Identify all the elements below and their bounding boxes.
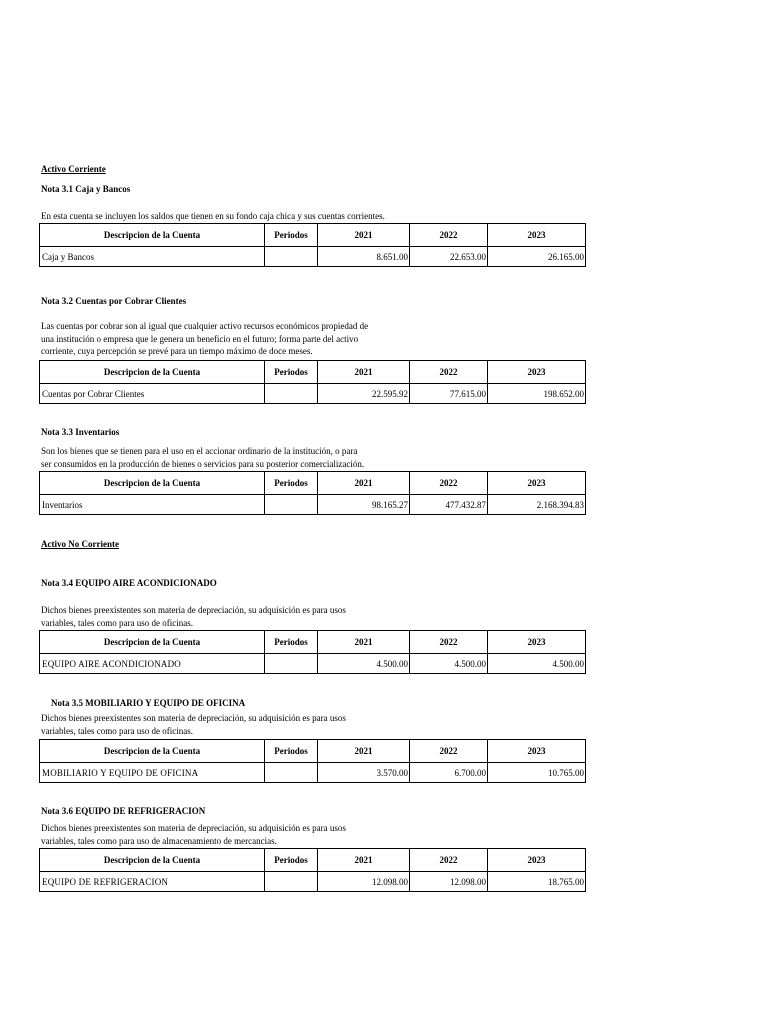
account-name: Caja y Bancos xyxy=(40,247,265,267)
header-periodos: Periodos xyxy=(265,631,318,654)
account-name: Cuentas por Cobrar Clientes xyxy=(40,384,265,404)
header-2021: 2021 xyxy=(318,472,410,495)
header-2023: 2023 xyxy=(488,740,586,763)
header-2022: 2022 xyxy=(410,849,488,872)
note-3-6-text-line: variables, tales como para uso de almacenamiento de mercancias. xyxy=(41,835,277,846)
note-3-4-text-line: variables, tales como para uso de oficinas. xyxy=(41,617,193,628)
header-descripcion: Descripcion de la Cuenta xyxy=(40,472,265,495)
section-heading-activo-no-corriente: Activo No Corriente xyxy=(41,539,119,549)
value-2022: 477.432.87 xyxy=(410,495,488,515)
note-3-5-text xyxy=(41,712,346,737)
table-row xyxy=(40,654,586,674)
note-3-2-text-line: una institución o empresa que le genera un beneficio en el futuro; forma parte del activo xyxy=(41,333,359,344)
header-periodos: Periodos xyxy=(265,361,318,384)
note-3-3-title: Nota 3.3 Inventarios xyxy=(41,427,120,437)
table-header-row xyxy=(40,631,586,654)
header-2022: 2022 xyxy=(410,740,488,763)
note-3-5-text-line: Dichos bienes preexistentes son materia de depreciación, su adquisición es para usos xyxy=(41,713,346,723)
value-2023: 26.165.00 xyxy=(488,247,586,267)
table-row xyxy=(40,872,586,892)
note-3-6-title: Nota 3.6 EQUIPO DE REFRIGERACION xyxy=(41,806,206,816)
account-periodo xyxy=(265,872,318,892)
header-2022: 2022 xyxy=(410,631,488,654)
note-3-5-title: Nota 3.5 MOBILIARIO Y EQUIPO DE OFICINA xyxy=(51,698,246,708)
note-3-3-text-line: ser consumidos en la producción de bienes o servicios para su posterior comercialización. xyxy=(41,458,365,469)
table-row xyxy=(40,384,586,404)
note-3-2-table xyxy=(39,360,586,404)
header-2023: 2023 xyxy=(488,224,586,247)
note-3-3-text-line: Son los bienes que se tienen para el uso en el accionar ordinario de la institución, o para xyxy=(41,446,358,456)
header-descripcion: Descripcion de la Cuenta xyxy=(40,224,265,247)
header-2023: 2023 xyxy=(488,849,586,872)
account-periodo xyxy=(265,384,318,404)
header-2021: 2021 xyxy=(318,740,410,763)
table-row xyxy=(40,495,586,515)
note-3-5-table xyxy=(39,739,586,783)
value-2023: 10.765.00 xyxy=(488,763,586,783)
value-2022: 6.700.00 xyxy=(410,763,488,783)
account-name: EQUIPO AIRE ACONDICIONADO xyxy=(40,654,265,674)
header-2021: 2021 xyxy=(318,224,410,247)
value-2021: 8.651.00 xyxy=(318,247,410,267)
note-3-4-text-line: Dichos bienes preexistentes son materia de depreciación, su adquisición es para usos xyxy=(41,605,346,615)
table-header-row xyxy=(40,361,586,384)
header-periodos: Periodos xyxy=(265,472,318,495)
header-2021: 2021 xyxy=(318,631,410,654)
note-3-6-table xyxy=(39,848,586,892)
value-2022: 4.500.00 xyxy=(410,654,488,674)
header-2021: 2021 xyxy=(318,849,410,872)
note-3-1-title: Nota 3.1 Caja y Bancos xyxy=(41,184,131,194)
value-2021: 4.500.00 xyxy=(318,654,410,674)
header-2022: 2022 xyxy=(410,472,488,495)
header-descripcion: Descripcion de la Cuenta xyxy=(40,740,265,763)
account-name: EQUIPO DE REFRIGERACION xyxy=(40,872,265,892)
note-3-1-text xyxy=(41,210,385,223)
value-2023: 2.168.394.83 xyxy=(488,495,586,515)
table-row xyxy=(40,763,586,783)
account-periodo xyxy=(265,763,318,783)
header-periodos: Periodos xyxy=(265,849,318,872)
header-descripcion: Descripcion de la Cuenta xyxy=(40,849,265,872)
note-3-4-table xyxy=(39,630,586,674)
value-2021: 98.165.27 xyxy=(318,495,410,515)
header-2023: 2023 xyxy=(488,472,586,495)
header-periodos: Periodos xyxy=(265,740,318,763)
header-2022: 2022 xyxy=(410,224,488,247)
note-3-2-text-line: corriente, cuya percepción se prevé para un tiempo máximo de doce meses. xyxy=(41,346,313,356)
account-name: MOBILIARIO Y EQUIPO DE OFICINA xyxy=(40,763,265,783)
value-2022: 12.098.00 xyxy=(410,872,488,892)
note-3-2-text xyxy=(41,320,368,358)
note-3-6-text xyxy=(41,822,346,847)
note-3-5-text-line: variables, tales como para uso de oficinas. xyxy=(41,725,193,736)
value-2021: 3.570.00 xyxy=(318,763,410,783)
note-3-3-text xyxy=(41,445,364,470)
header-periodos: Periodos xyxy=(265,224,318,247)
value-2023: 4.500.00 xyxy=(488,654,586,674)
value-2021: 22.595.92 xyxy=(318,384,410,404)
note-3-2-title: Nota 3.2 Cuentas por Cobrar Clientes xyxy=(41,296,187,306)
section-heading-activo-corriente: Activo Corriente xyxy=(41,164,106,174)
header-2023: 2023 xyxy=(488,631,586,654)
note-3-3-table xyxy=(39,471,586,515)
table-header-row xyxy=(40,472,586,495)
table-header-row xyxy=(40,740,586,763)
note-3-2-text-line: Las cuentas por cobrar son al igual que cualquier activo recursos económicos propiedad de xyxy=(41,321,369,331)
table-header-row xyxy=(40,849,586,872)
value-2023: 18.765.00 xyxy=(488,872,586,892)
table-header-row xyxy=(40,224,586,247)
account-periodo xyxy=(265,495,318,515)
account-name: Inventarios xyxy=(40,495,265,515)
header-2021: 2021 xyxy=(318,361,410,384)
account-periodo xyxy=(265,247,318,267)
table-row xyxy=(40,247,586,267)
header-descripcion: Descripcion de la Cuenta xyxy=(40,361,265,384)
header-descripcion: Descripcion de la Cuenta xyxy=(40,631,265,654)
value-2022: 22.653.00 xyxy=(410,247,488,267)
account-periodo xyxy=(265,654,318,674)
header-2022: 2022 xyxy=(410,361,488,384)
note-3-1-table xyxy=(39,223,586,267)
note-3-6-text-line: Dichos bienes preexistentes son materia de depreciación, su adquisición es para usos xyxy=(41,823,346,833)
value-2021: 12.098.00 xyxy=(318,872,410,892)
value-2022: 77.615.00 xyxy=(410,384,488,404)
note-3-4-text xyxy=(41,604,346,629)
header-2023: 2023 xyxy=(488,361,586,384)
value-2023: 198.652.00 xyxy=(488,384,586,404)
note-3-1-text-line: En esta cuenta se incluyen los saldos que tienen en su fondo caja chica y sus cuentas corrientes. xyxy=(41,211,385,221)
note-3-4-title: Nota 3.4 EQUIPO AIRE ACONDICIONADO xyxy=(41,578,217,588)
